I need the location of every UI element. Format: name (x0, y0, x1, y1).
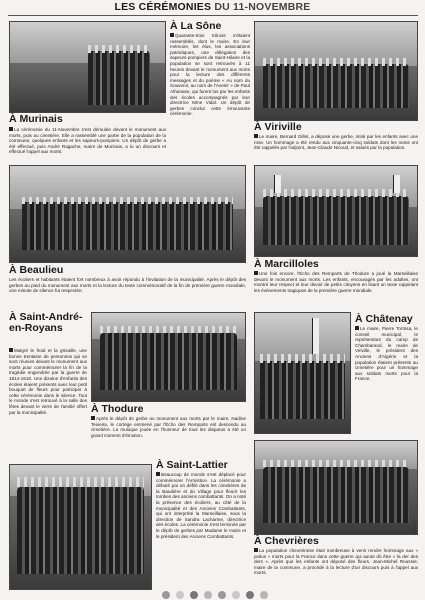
text-thodure (91, 416, 246, 458)
text-chevrieres (254, 548, 418, 590)
photo-chevrieres (254, 440, 418, 535)
title-chatenay: À Châtenay (355, 313, 413, 325)
registration-dot (190, 591, 198, 599)
title-chevrieres: À Chevrières (254, 535, 319, 547)
body-viriville: Le maire, Bernard Gillet, a déposé une gerbe, imité par les enfants avec une rose. Un hommage a été rendu aux cinquante-cinq soldats dont les noms ont été rappelés par l'adjoint, Jean-Claude Nicoud, et salués par la population. (254, 134, 418, 151)
registration-dot (162, 591, 170, 599)
header-title-main: LES CÉRÉMONIES (114, 1, 212, 13)
photo-marcilloles (254, 165, 418, 257)
body-beaulieu: Les écoliers et habitants étaient fort nombreux à avoir répondu à l'invitation de la municipalité. Après le dépôt des gerbes au pied du monument aux morts et la lecture du texte commémoratif de la fin de première guerre mondiale, une minute de silence fut respectée. (9, 277, 246, 294)
title-saint-lattier: À Saint-Lattier (156, 459, 228, 471)
text-viriville (254, 134, 418, 160)
body-saint-lattier: Beaucoup de monde s'est déplacé pour commémorer l'Armistice. La cérémonie a débuté par un défilé dans les cimetières de la Baudière et du Village pour fleurir les tombes des anciens combattants. On a noté la présence des écoliers, au côté de la municipalité et des Anciens Combattants, qui ont interprété la Marseillaise, sous la direction de Sandra Lacharme, directrice des écoles. La cérémonie s'est terminée par le dépôt de gerbes par Madame le maire et le président des Anciens Combattants. (156, 472, 246, 539)
photo-thodure (91, 312, 246, 402)
print-registration-marks (40, 591, 390, 599)
title-saint-andre: À Saint-André-en-Royans (9, 311, 83, 334)
text-murinais (9, 127, 166, 161)
body-murinais: La cérémonie du 11-Novembre s'est déroulée devant le monument aux morts, puis au cimetière. Elle a rassemblé une partie de la population de la commune, quelques enfants et les sapeurs-pompiers. Un dépôt de gerbe a été effectué, puis André Ragache, maire de Murinais, a lu un discours et effectué l'appel aux morts. (9, 127, 166, 155)
registration-dot (176, 591, 184, 599)
body-thodure: Après le dépôt de gerbe au monument aux morts par le maire, Nadine Teixeira, le cortège emmené par l'Écho des Remparts est descendu au cimetière. La musique jouée en l'honneur de tous les disparus a été un grand moment d'émotion. (91, 416, 246, 438)
photo-chatenay (254, 312, 351, 434)
text-beaulieu (9, 277, 246, 303)
body-chatenay: Le maire, Pierre Tortosa, le conseil municipal, le représentant du camp de Chambarand, le maire de Viriville, le président des Anciens d'Algérie et la population étaient présents au cimetière pour un hommage aux soldats morts pour la France. (355, 326, 418, 382)
registration-dot (260, 591, 268, 599)
registration-dot (218, 591, 226, 599)
body-saint-andre: Malgré le froid et la grisaille, une bonne trentaine de personnes qui se sont réunies devant le monument aux morts pour commémorer la fin de la tragédie engendrée par la guerre de 1914-1918. Une dizaine d'enfants des écoles étaient présents avec leur petit bouquet de fleurs pour participer à cette cérémonie dans le silence. Tout le monde s'est retrouvé à la salle des fêtes devant le verre de l'amitié offert par la municipalité. (9, 348, 87, 415)
page-header (0, 0, 425, 15)
registration-dot (246, 591, 254, 599)
title-marcilloles: À Marcilloles (254, 258, 319, 270)
body-sone: Quarante-trois Sônois s'étaient rassemblés, dont le maire. En leur mémoire, les élus, les associations patriotiques, une délégation des sapeurs-pompiers de Saint-Hilaire et la population se sont retrouvés à 11 heures devant le monument aux morts pour la lecture des différents messages et du poème « Au nom du Souvenir, au nom de l'Avenir » de Paul Athanase, qui furent lus par les enfants des écoles accompagnés par leur directrice Mme Vidal. Un dépôt de gerbes conclut cette émouvante cérémonie. (170, 33, 250, 117)
text-chatenay (355, 326, 418, 434)
registration-dot (232, 591, 240, 599)
photo-viriville (254, 21, 418, 121)
photo-murinais (9, 21, 166, 113)
title-viriville: À Viriville (254, 121, 302, 133)
title-sone: À La Sône (170, 20, 222, 32)
title-murinais: À Murinais (9, 113, 63, 125)
photo-beaulieu (9, 165, 246, 263)
photo-saint-lattier (9, 464, 152, 590)
header-title-accent: DU 11-NOVEMBRE (214, 1, 311, 13)
registration-dot (204, 591, 212, 599)
text-saint-lattier (156, 472, 246, 590)
header-rule (8, 15, 418, 16)
body-marcilloles: Une fois encore, l'Écho des Remparts de Thodure a joué la Marseillaise devant le monument aux morts. Les enfants, encouragés par les adultes, ont montré leur respect et leur devoir de petits citoyens en lisant un texte rappelant les événements tragiques de la première guerre mondiale. (254, 271, 418, 293)
text-marcilloles (254, 271, 418, 305)
body-chevrieres: La population chevriéroise était nombreuse à venir rendre hommage aux « poilus » morts pour la France dans cette guerre qui aurait dû être « la der des ders ». Après que les enfants ont déposé des fleurs, Jean-Michel Rousset, maire de la commune, a procédé à la lecture d'un discours puis à l'appel aux morts. (254, 548, 418, 576)
title-beaulieu: À Beaulieu (9, 264, 64, 276)
title-thodure: À Thodure (91, 403, 144, 415)
text-sone (170, 33, 250, 159)
page-folio: 16 380 (412, 520, 417, 534)
text-saint-andre (9, 348, 87, 464)
